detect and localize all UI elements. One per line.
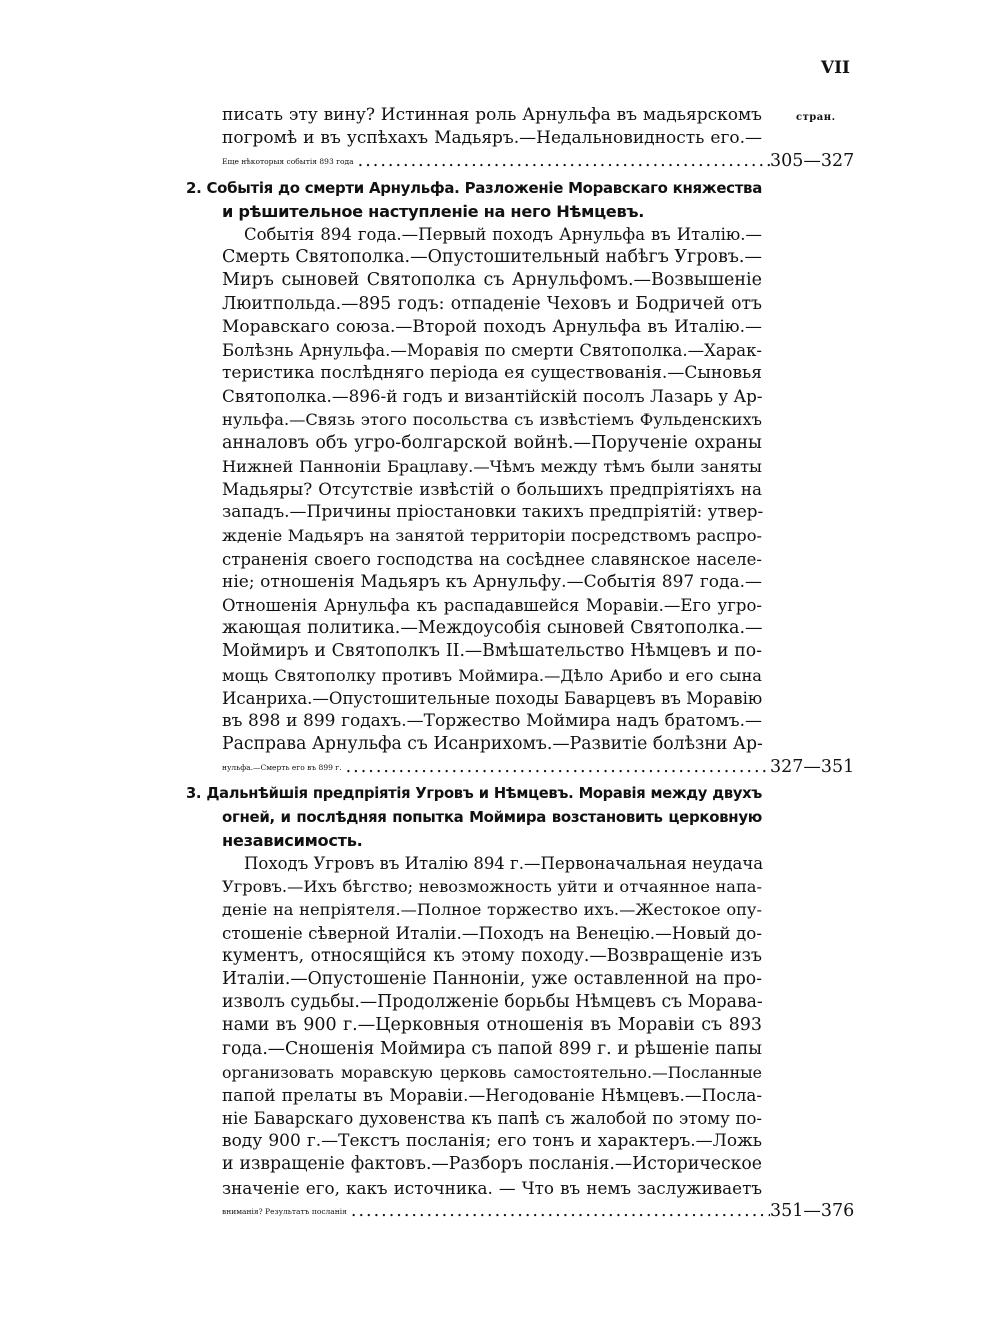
text-line: страненія своего господства на сосѣднее славянское населе- xyxy=(222,549,762,569)
toc-leader-line xyxy=(222,1200,855,1223)
text-line: кументъ, относящійся къ этому походу.—Возвращеніе изъ xyxy=(222,945,762,966)
section-heading: 2. Событія до смерти Арнульфа. Разложеніе Моравскаго княжества xyxy=(186,178,762,197)
text-line: значеніе его, какъ источника. — Что въ немъ заслуживаетъ xyxy=(222,1177,762,1198)
toc-leader-line xyxy=(222,756,855,779)
text-line: писать эту вину? Истинная роль Арнульфа въ мадьярскомъ xyxy=(222,105,762,125)
text-line: анналовъ объ угро-болгарской войнѣ.—Порученіе охраны xyxy=(222,432,762,453)
text-line: Еще нѣкоторыя событія 893 года xyxy=(222,157,354,167)
text-line: Миръ сыновей Святополка съ Арнульфомъ.—Возвышеніе xyxy=(222,270,762,291)
toc-section-2 xyxy=(186,177,855,780)
text-line: западъ.—Причины пріостановки такихъ предпріятій: утвер- xyxy=(222,502,764,523)
page-number: VII xyxy=(820,58,850,78)
text-line: нульфа.—Связь этого посольства съ извѣстіемъ Фульденскихъ xyxy=(222,410,762,430)
toc-section-3 xyxy=(186,782,855,1223)
text-line: Смерть Святополка.—Опустошительный набѣгъ Угровъ.— xyxy=(222,247,762,268)
text-line: Италіи.—Опустошеніе Панноніи, уже оставленной на про- xyxy=(222,968,762,989)
text-line: папой прелаты въ Моравіи.—Негодованіе Нѣмцевъ.—Посла- xyxy=(222,1084,762,1105)
text-line: въ 898 и 899 годахъ.—Торжество Моймира надъ братомъ.— xyxy=(222,710,762,731)
dot-leader xyxy=(347,1200,770,1223)
text-line: изволъ судьбы.—Продолженіе борьбы Нѣмцевъ съ Морава- xyxy=(222,992,763,1013)
text-line: Расправа Арнульфа съ Исанрихомъ.—Развитіе болѣзни Ар- xyxy=(222,734,763,755)
page-range: 327—351 xyxy=(770,757,855,778)
text-line: Люитпольда.—895 годъ: отпаденіе Чеховъ и Бодричей отъ xyxy=(222,293,762,314)
table-of-contents xyxy=(186,104,855,1223)
page-range: 351—376 xyxy=(770,1200,855,1221)
text-line: теристика послѣдняго періода ея существованія.—Сыновья xyxy=(222,363,762,384)
text-line: стошеніе сѣверной Италіи.—Походъ на Венецію.—Новый до- xyxy=(222,922,762,943)
text-line: Нижней Панноніи Брацлаву.—Чѣмъ между тѣмъ были заняты xyxy=(222,456,762,476)
text-line: воду 900 г.—Текстъ посланія; его тонъ и характеръ.—Ложь xyxy=(222,1131,762,1152)
section-heading: и рѣшительное наступленіе на него Нѣмцевъ. xyxy=(222,201,645,221)
text-line: мощь Святополку противъ Моймира.—Дѣло Арибо и его сына xyxy=(222,665,762,685)
column-label-pages: стран. xyxy=(796,112,836,123)
text-line: Мадьяры? Отсутствіе извѣстій о большихъ предпріятіяхъ на xyxy=(222,479,762,499)
text-line: вниманія? Результатъ посланія xyxy=(222,1206,347,1216)
text-line: Святополка.—896-й годъ и византійскій посолъ Лазарь у Ар- xyxy=(222,386,763,407)
dot-leader xyxy=(354,150,770,173)
text-line: нульфа.—Смерть его въ 899 г. xyxy=(222,763,342,773)
text-line: ніе; отношенія Мадьяръ къ Арнульфу.—Событія 897 года.— xyxy=(222,571,762,592)
text-line: Болѣзнь Арнульфа.—Моравія по смерти Святополка.—Харак- xyxy=(222,340,762,360)
section-heading: 3. Дальнѣйшія предпріятія Угровъ и Нѣмцевъ. Моравія между двухъ xyxy=(186,785,762,803)
text-line: года.—Сношенія Моймира съ папой 899 г. и рѣшеніе папы xyxy=(222,1038,762,1059)
section-heading: огней, и послѣдняя попытка Моймира возстановить церковную xyxy=(222,807,762,826)
text-line: Моравскаго союза.—Второй походъ Арнульфа въ Италію.— xyxy=(222,316,762,337)
text-line: и извращеніе фактовъ.—Разборъ посланія.—Историческое xyxy=(222,1154,762,1175)
text-line: Исанриха.—Опустошительные походы Баварцевъ въ Моравію xyxy=(222,688,763,708)
text-line: Моймиръ и Святополкъ II.—Вмѣшательство Нѣмцевъ и по- xyxy=(222,641,762,662)
page-range: 305—327 xyxy=(770,151,855,172)
text-line: жающая политика.—Междоусобія сыновей Святополка.— xyxy=(222,618,763,639)
toc-leader-line xyxy=(222,150,855,173)
toc-entry-continuation xyxy=(222,104,855,174)
text-line: Угровъ.—Ихъ бѣгство; невозможность уйти и отчаянное напа- xyxy=(222,877,762,897)
text-line: Событія 894 года.—Первый походъ Арнульфа въ Италію.— xyxy=(244,224,762,244)
text-line: Походъ Угровъ въ Италію 894 г.—Первоначальная неудача xyxy=(244,854,764,873)
text-line: ніе Баварскаго духовенства къ папѣ съ жалобой по этому по- xyxy=(222,1109,762,1129)
text-line: нами въ 900 г.—Церковныя отношенія въ Моравіи съ 893 xyxy=(222,1015,762,1036)
text-line: жденіе Мадьяръ на занятой территоріи посредствомъ распро- xyxy=(222,526,762,546)
text-line: Отношенія Арнульфа къ распадавшейся Моравіи.—Его угро- xyxy=(222,595,762,615)
text-line: организовать моравскую церковь самостоятельно.—Посланные xyxy=(222,1062,762,1082)
text-line: погромѣ и въ успѣхахъ Мадьяръ.—Недальновидность его.— xyxy=(222,128,762,149)
dot-leader xyxy=(342,756,770,779)
text-line: деніе на непріятеля.—Полное торжество ихъ.—Жестокое опу- xyxy=(222,900,762,920)
section-heading: независимость. xyxy=(222,830,363,850)
